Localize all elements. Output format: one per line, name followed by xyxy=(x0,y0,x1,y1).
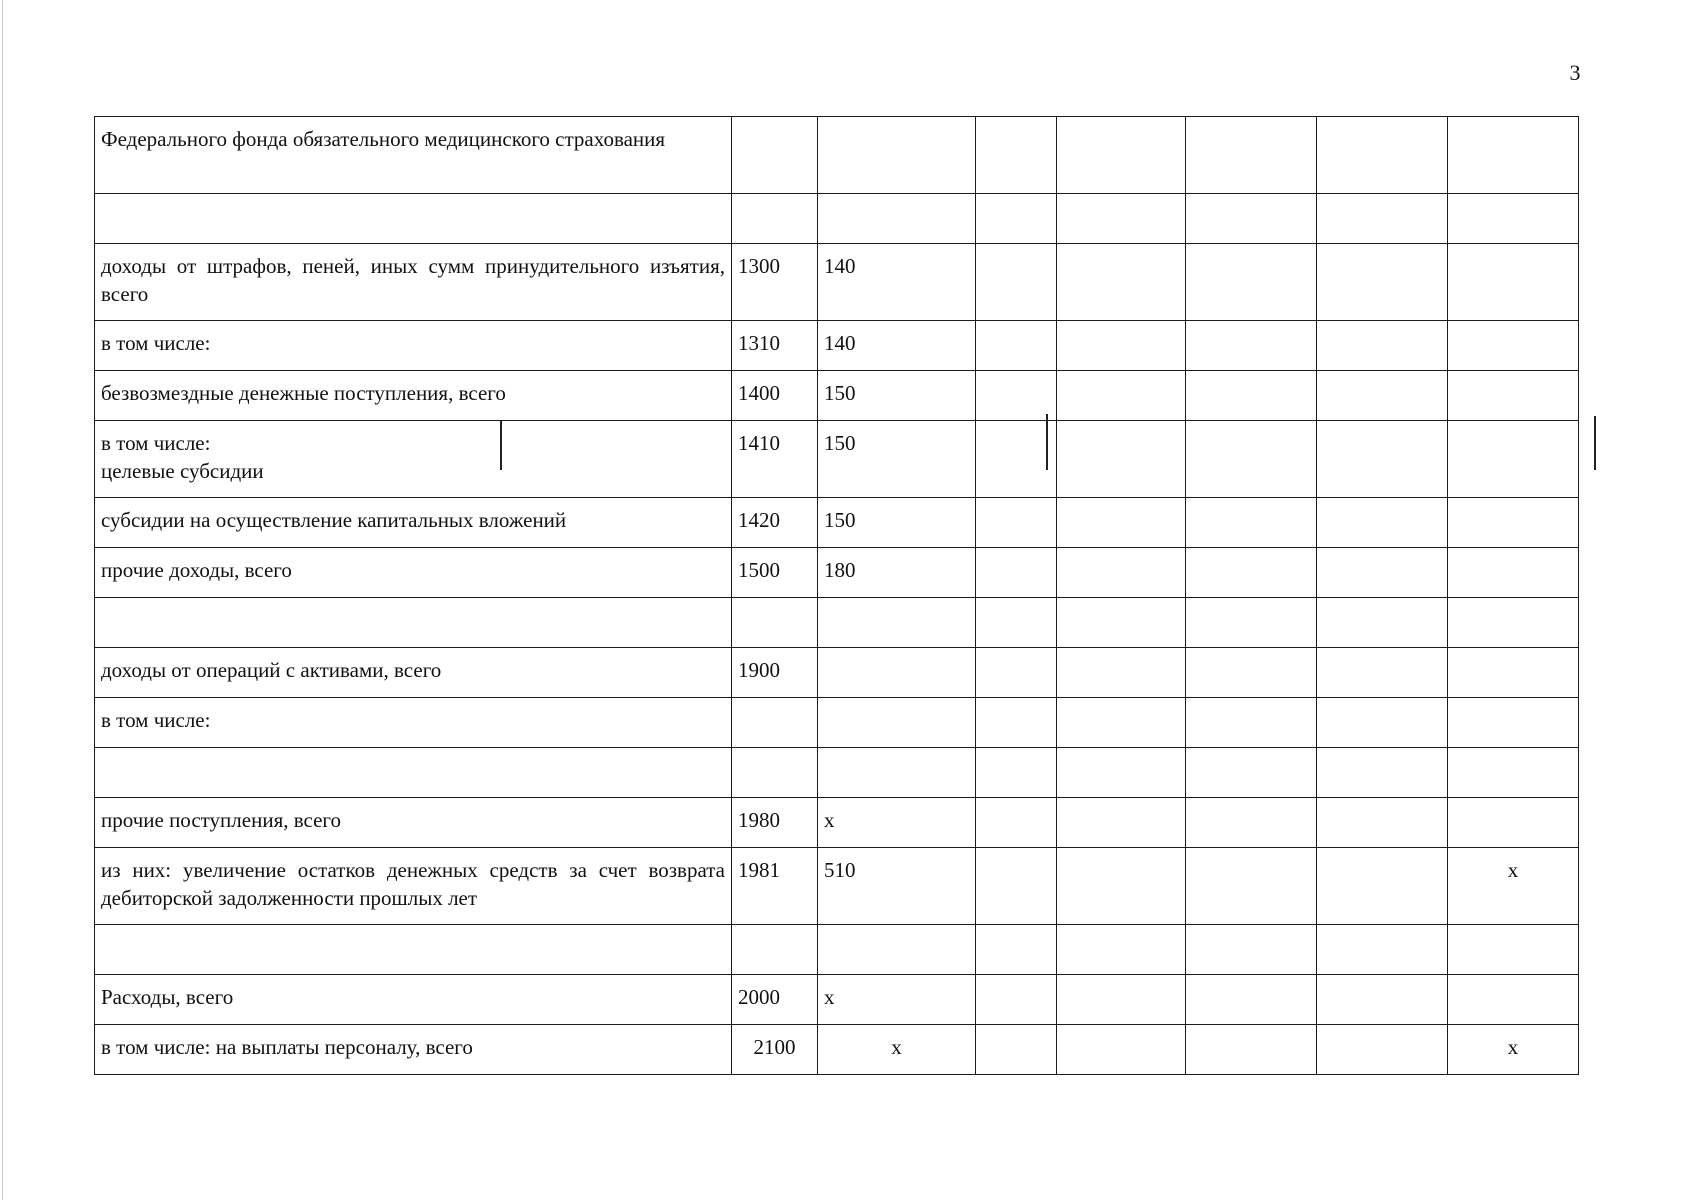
row-cell-empty xyxy=(1186,648,1317,698)
row-last-value xyxy=(1448,244,1579,321)
row-kbk: 150 xyxy=(818,421,976,498)
row-code: 1410 xyxy=(732,421,818,498)
row-cell-empty xyxy=(1057,371,1186,421)
table-row xyxy=(95,925,1579,975)
row-cell-empty xyxy=(976,548,1057,598)
row-label: доходы от операций с активами, всего xyxy=(95,648,732,698)
row-cell-empty xyxy=(1317,598,1448,648)
row-cell-empty xyxy=(1057,321,1186,371)
row-label xyxy=(95,194,732,244)
row-code xyxy=(732,598,818,648)
table-row xyxy=(95,698,1579,748)
row-cell-empty xyxy=(1186,321,1317,371)
row-cell-empty xyxy=(976,321,1057,371)
table-row xyxy=(95,244,1579,321)
row-cell-empty xyxy=(1317,748,1448,798)
row-cell-empty xyxy=(976,244,1057,321)
row-cell-empty xyxy=(1186,194,1317,244)
row-kbk xyxy=(818,698,976,748)
row-cell-empty xyxy=(1057,925,1186,975)
row-cell-empty xyxy=(1317,975,1448,1025)
row-kbk: x xyxy=(818,1025,976,1075)
row-label: безвозмездные денежные поступления, всего xyxy=(95,371,732,421)
row-last-value xyxy=(1448,498,1579,548)
row-code: 1310 xyxy=(732,321,818,371)
row-code: 1981 xyxy=(732,848,818,925)
row-last-value xyxy=(1448,975,1579,1025)
table-row xyxy=(95,848,1579,925)
row-cell-empty xyxy=(1186,598,1317,648)
row-cell-empty xyxy=(1057,1025,1186,1075)
table-row xyxy=(95,321,1579,371)
row-last-value xyxy=(1448,548,1579,598)
row-cell-empty xyxy=(1317,194,1448,244)
row-kbk: 140 xyxy=(818,244,976,321)
row-cell-empty xyxy=(1317,848,1448,925)
table-row xyxy=(95,798,1579,848)
row-label xyxy=(95,598,732,648)
row-cell-empty xyxy=(1186,1025,1317,1075)
row-code: 1300 xyxy=(732,244,818,321)
row-kbk: 140 xyxy=(818,321,976,371)
row-cell-empty xyxy=(1186,748,1317,798)
row-cell-empty xyxy=(1057,194,1186,244)
row-last-value xyxy=(1448,321,1579,371)
row-cell-empty xyxy=(976,598,1057,648)
row-label: прочие поступления, всего xyxy=(95,798,732,848)
row-label xyxy=(95,748,732,798)
row-cell-empty xyxy=(1057,698,1186,748)
row-kbk xyxy=(818,194,976,244)
row-kbk: 510 xyxy=(818,848,976,925)
row-cell-empty xyxy=(1057,848,1186,925)
row-cell-empty xyxy=(1317,498,1448,548)
row-cell-empty xyxy=(976,925,1057,975)
row-cell-empty xyxy=(1186,925,1317,975)
row-cell-empty xyxy=(1186,371,1317,421)
row-label: доходы от штрафов, пеней, иных сумм принудительного изъятия, всего xyxy=(95,244,732,321)
row-cell-empty xyxy=(1317,698,1448,748)
page-edge-line xyxy=(2,0,3,1200)
row-last-value xyxy=(1448,117,1579,194)
row-cell-empty xyxy=(1057,421,1186,498)
table-row xyxy=(95,421,1579,498)
table-row xyxy=(95,748,1579,798)
row-last-value xyxy=(1448,798,1579,848)
row-code: 1500 xyxy=(732,548,818,598)
row-cell-empty xyxy=(1057,598,1186,648)
row-last-value: x xyxy=(1448,848,1579,925)
row-kbk xyxy=(818,598,976,648)
row-cell-empty xyxy=(1317,117,1448,194)
row-kbk xyxy=(818,748,976,798)
row-last-value xyxy=(1448,194,1579,244)
row-cell-empty xyxy=(976,194,1057,244)
row-cell-empty xyxy=(1186,498,1317,548)
row-label: из них: увеличение остатков денежных средств за счет возврата дебиторской задолженности прошлых лет xyxy=(95,848,732,925)
row-label: Расходы, всего xyxy=(95,975,732,1025)
row-kbk: x xyxy=(818,798,976,848)
row-code xyxy=(732,748,818,798)
table-row xyxy=(95,975,1579,1025)
row-label: в том числе: целевые субсидии xyxy=(95,421,732,498)
row-kbk: 180 xyxy=(818,548,976,598)
row-cell-empty xyxy=(1057,117,1186,194)
row-code: 2000 xyxy=(732,975,818,1025)
table-row xyxy=(95,548,1579,598)
row-label: в том числе: xyxy=(95,698,732,748)
row-code xyxy=(732,925,818,975)
row-cell-empty xyxy=(976,371,1057,421)
row-cell-empty xyxy=(976,648,1057,698)
row-kbk: 150 xyxy=(818,371,976,421)
row-last-value xyxy=(1448,748,1579,798)
row-label: в том числе: на выплаты персоналу, всего xyxy=(95,1025,732,1075)
row-cell-empty xyxy=(1317,548,1448,598)
row-cell-empty xyxy=(976,1025,1057,1075)
row-code: 2100 xyxy=(732,1025,818,1075)
row-code xyxy=(732,117,818,194)
row-cell-empty xyxy=(1317,321,1448,371)
row-cell-empty xyxy=(1186,421,1317,498)
row-cell-empty xyxy=(976,848,1057,925)
row-cell-empty xyxy=(1317,798,1448,848)
row-cell-empty xyxy=(1057,748,1186,798)
report-table-body xyxy=(95,117,1579,1075)
row-code: 1400 xyxy=(732,371,818,421)
table-row xyxy=(95,1025,1579,1075)
row-code: 1420 xyxy=(732,498,818,548)
row-cell-empty xyxy=(1317,648,1448,698)
row-cell-empty xyxy=(1186,798,1317,848)
row-cell-empty xyxy=(976,498,1057,548)
row-last-value: x xyxy=(1448,1025,1579,1075)
row-code xyxy=(732,194,818,244)
row-kbk: x xyxy=(818,975,976,1025)
row-cell-empty xyxy=(1057,548,1186,598)
row-cell-empty xyxy=(1317,925,1448,975)
row-last-value xyxy=(1448,648,1579,698)
row-cell-empty xyxy=(1057,648,1186,698)
row-cell-empty xyxy=(1057,244,1186,321)
row-cell-empty xyxy=(1186,244,1317,321)
row-cell-empty xyxy=(1317,244,1448,321)
report-table xyxy=(94,116,1579,1075)
row-label: субсидии на осуществление капитальных вложений xyxy=(95,498,732,548)
row-cell-empty xyxy=(1186,117,1317,194)
row-cell-empty xyxy=(1057,498,1186,548)
row-cell-empty xyxy=(976,698,1057,748)
row-last-value xyxy=(1448,925,1579,975)
row-kbk xyxy=(818,117,976,194)
row-label: прочие доходы, всего xyxy=(95,548,732,598)
table-row xyxy=(95,194,1579,244)
row-label: Федерального фонда обязательного медицинского страхования xyxy=(95,117,732,194)
table-row xyxy=(95,371,1579,421)
row-cell-empty xyxy=(976,975,1057,1025)
row-code xyxy=(732,698,818,748)
table-row xyxy=(95,648,1579,698)
page-number: 3 xyxy=(1569,60,1581,85)
row-cell-empty xyxy=(1186,698,1317,748)
row-label: в том числе: xyxy=(95,321,732,371)
row-code: 1900 xyxy=(732,648,818,698)
row-kbk xyxy=(818,648,976,698)
row-cell-empty xyxy=(1317,1025,1448,1075)
table-row xyxy=(95,498,1579,548)
row-cell-empty xyxy=(1186,548,1317,598)
row-cell-empty xyxy=(1057,975,1186,1025)
row-cell-empty xyxy=(1317,371,1448,421)
row-cell-empty xyxy=(976,421,1057,498)
row-last-value xyxy=(1448,598,1579,648)
table-row xyxy=(95,117,1579,194)
row-last-value xyxy=(1448,371,1579,421)
row-last-value xyxy=(1448,698,1579,748)
row-cell-empty xyxy=(1186,848,1317,925)
row-code: 1980 xyxy=(732,798,818,848)
row-label xyxy=(95,925,732,975)
row-cell-empty xyxy=(1186,975,1317,1025)
row-cell-empty xyxy=(1317,421,1448,498)
row-last-value xyxy=(1448,421,1579,498)
row-kbk: 150 xyxy=(818,498,976,548)
row-cell-empty xyxy=(976,117,1057,194)
row-cell-empty xyxy=(1057,798,1186,848)
scan-mark xyxy=(1594,416,1596,470)
row-kbk xyxy=(818,925,976,975)
row-cell-empty xyxy=(976,798,1057,848)
table-row xyxy=(95,598,1579,648)
row-cell-empty xyxy=(976,748,1057,798)
